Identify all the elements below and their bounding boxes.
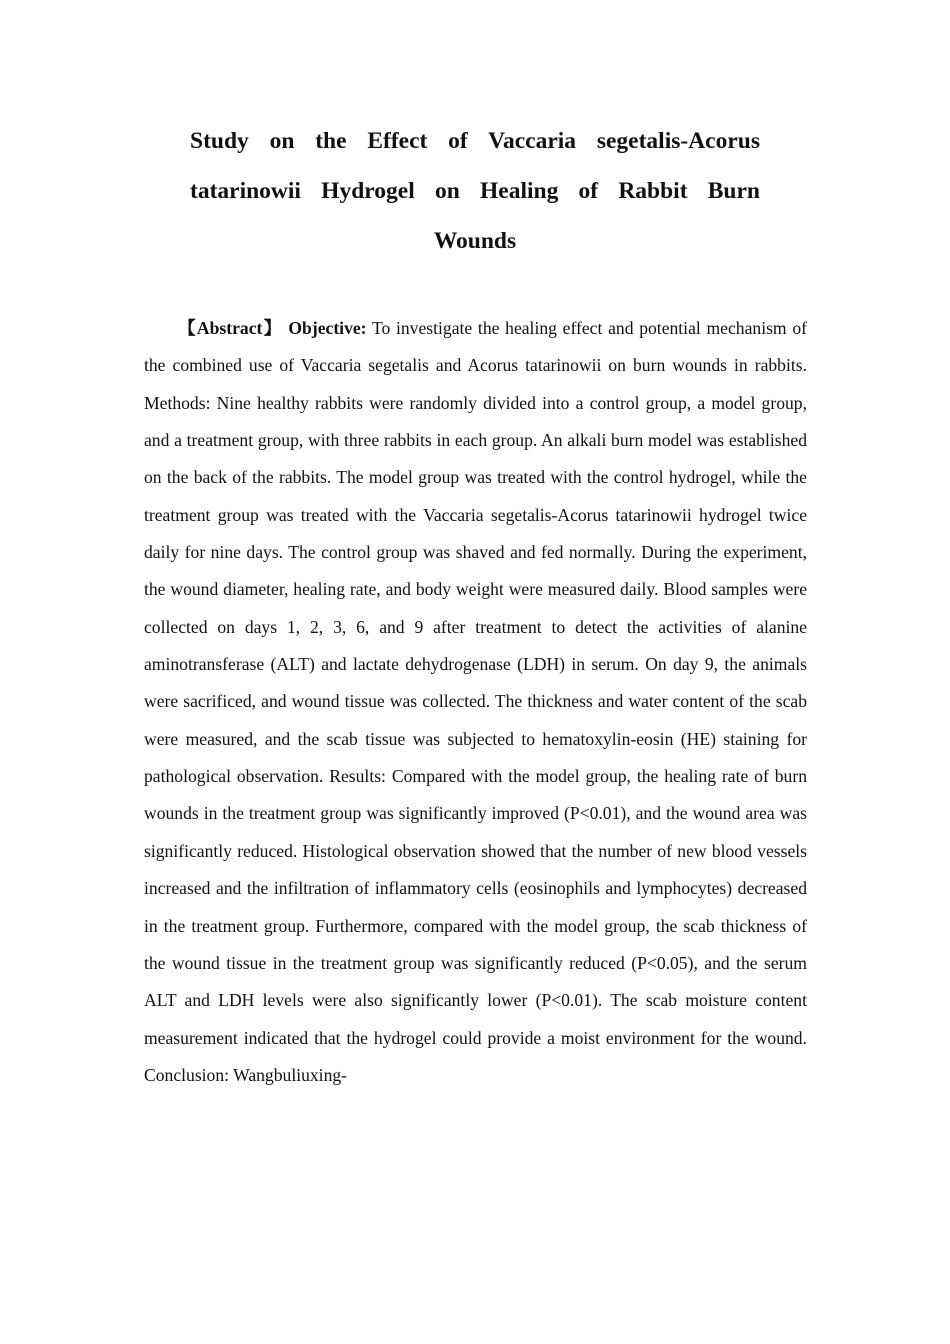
objective-label: Objective:	[288, 318, 367, 338]
paper-title: Study on the Effect of Vaccaria segetalis-Acorus tatarinowii Hydrogel on Healing of Rabbit Burn Wounds	[190, 128, 760, 254]
abstract-body: To investigate the healing effect and potential mechanism of the combined use of Vaccaria segetalis and Acorus tatarinowii on burn wounds in rabbits. Methods: Nine healthy rabbits were randomly divided into a control group, a model group, and a treatment group, with three rabbits in each group. An alkali burn model was established on the back of the rabbits. The model group was treated with the control hydrogel, while the treatment group was treated with the Vaccaria segetalis-Acorus tatarinowii hydrogel twice daily for nine days. The control group was shaved and fed normally. During the experiment, the wound diameter, healing rate, and body weight were measured daily. Blood samples were collected on days 1, 2, 3, 6, and 9 after treatment to detect the activities of alanine aminotransferase (ALT) and lactate dehydrogenase (LDH) in serum. On day 9, the animals were sacrificed, and wound tissue was collected. The thickness and water content of the scab were measured, and the scab tissue was subjected to hematoxylin-eosin (HE) staining for pathological observation. Results: Compared with the model group, the healing rate of burn wounds in the treatment group was significantly improved (P<0.01), and the wound area was significantly reduced. Histological observation showed that the number of new blood vessels increased and the infiltration of inflammatory cells (eosinophils and lymphocytes) decreased in the treatment group. Furthermore, compared with the model group, the scab thickness of the wound tissue in the treatment group was significantly reduced (P<0.05), and the serum ALT and LDH levels were also significantly lower (P<0.01). The scab moisture content measurement indicated that the hydrogel could provide a moist environment for the wound. Conclusion: Wangbuliuxing-	[144, 318, 807, 1085]
abstract-paragraph	[144, 310, 807, 1094]
abstract-label: 【Abstract】	[178, 318, 283, 338]
